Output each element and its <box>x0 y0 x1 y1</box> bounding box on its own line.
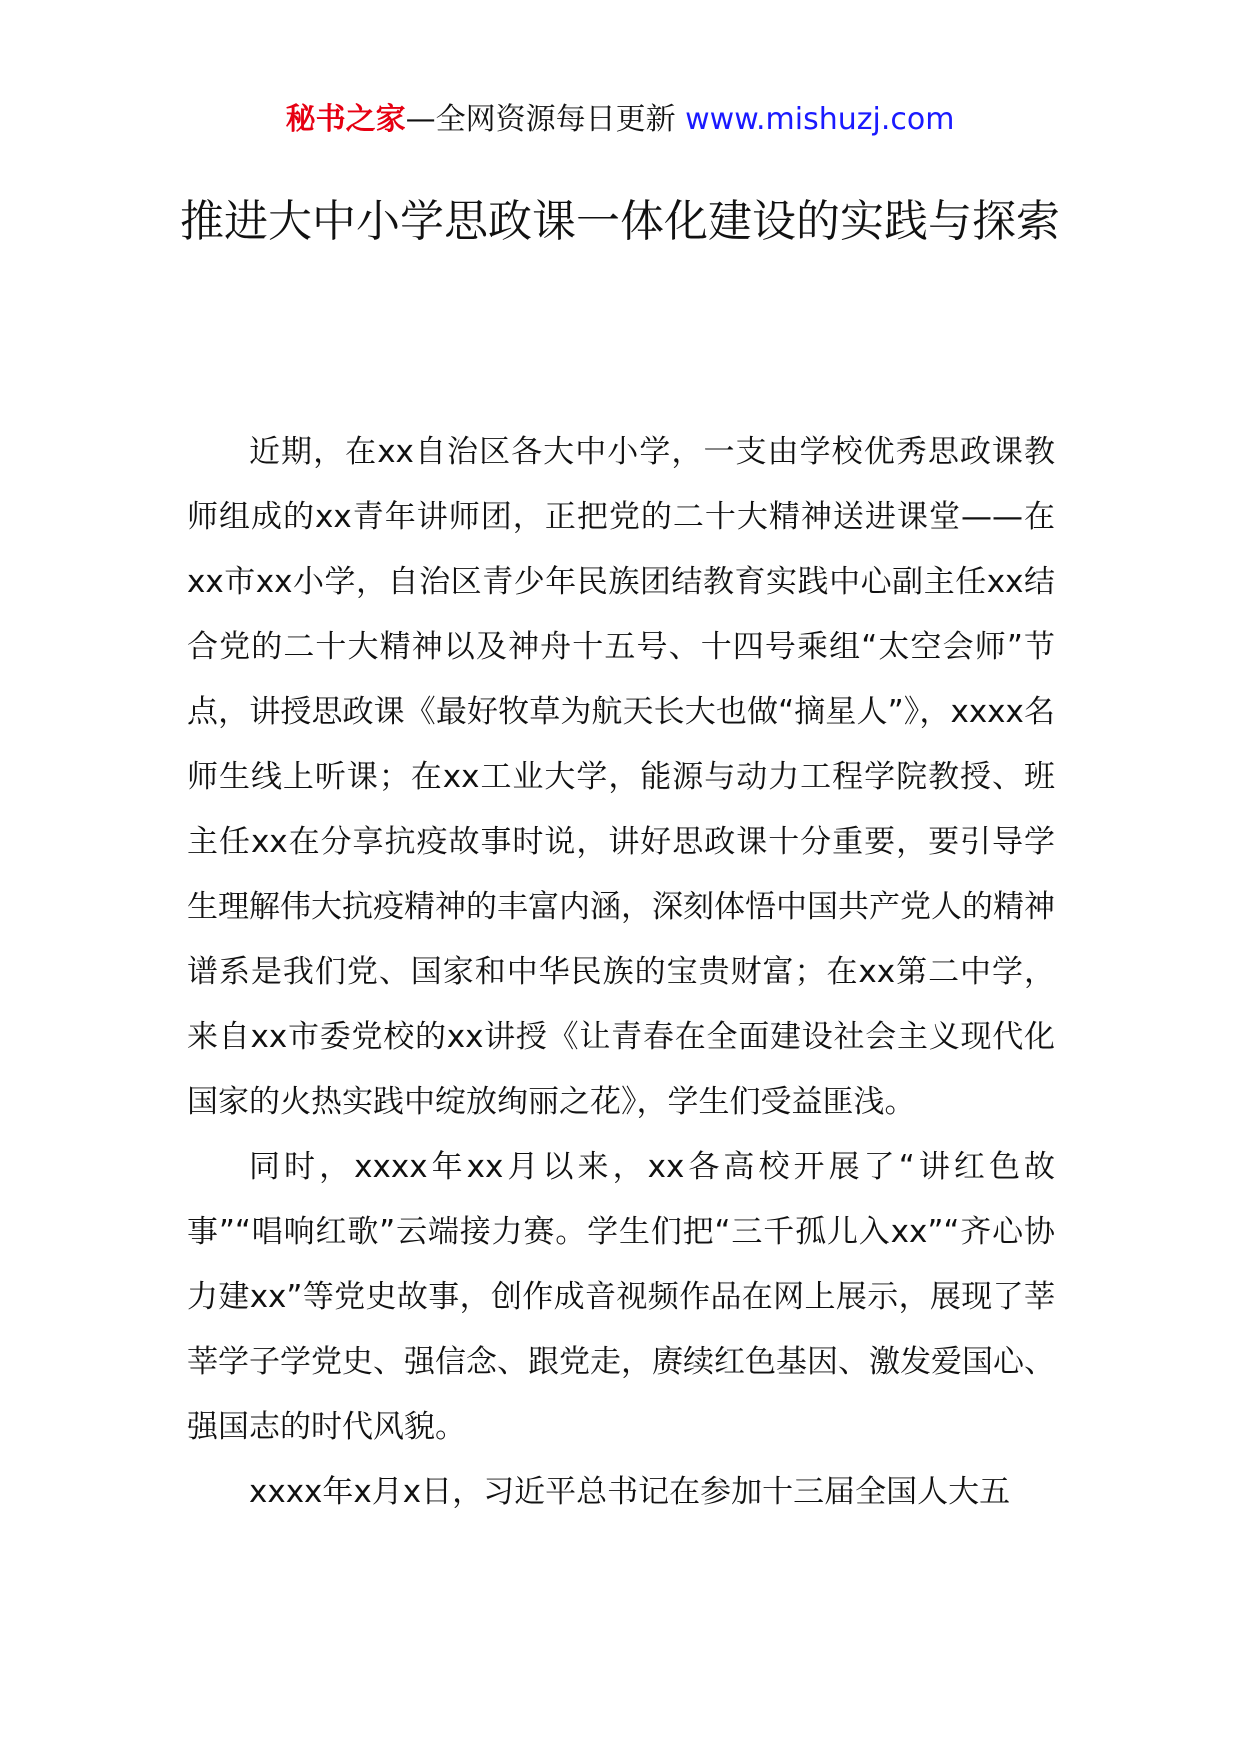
document-title: 推进大中小学思政课一体化建设的实践与探索 <box>180 196 1060 247</box>
paragraph: 同时，xxxx年xx月以来，xx各高校开展了“讲红色故事”“唱响红歌”云端接力赛。学生们把“三千孤儿入xx”“齐心协力建xx”等党史故事，创作成音视频作品在网上展示，展现了莘莘学子学党史、强信念、跟党走，赓续红色基因、激发爱国心、强国志的时代风貌。 <box>187 1149 1055 1445</box>
brand-name: 秘书之家 <box>285 102 406 137</box>
header-tagline: —全网资源每日更新 <box>405 102 686 137</box>
document-body <box>187 420 1055 1525</box>
paragraph: xxxx年x月x日，习近平总书记在参加十三届全国人大五 <box>249 1474 1011 1510</box>
site-header <box>0 100 1240 140</box>
paragraph: 近期，在xx自治区各大中小学，一支由学校优秀思政课教师组成的xx青年讲师团，正把党的二十大精神送进课堂——在xx市xx小学，自治区青少年民族团结教育实践中心副主任xx结合党的二十大精神以及神舟十五号、十四号乘组“太空会师”节点，讲授思政课《最好牧草为航天长大也做“摘星人”》，xxxx名师生线上听课；在xx工业大学，能源与动力工程学院教授、班主任xx在分享抗疫故事时说，讲好思政课十分重要，要引导学生理解伟大抗疫精神的丰富内涵，深刻体悟中国共产党人的精神谱系是我们党、国家和中华民族的宝贵财富；在xx第二中学，来自xx市委党校的xx讲授《让青春在全面建设社会主义现代化国家的火热实践中绽放绚丽之花》，学生们受益匪浅。 <box>187 434 1055 1120</box>
site-url-link[interactable]: www.mishuzj.com <box>685 102 955 137</box>
